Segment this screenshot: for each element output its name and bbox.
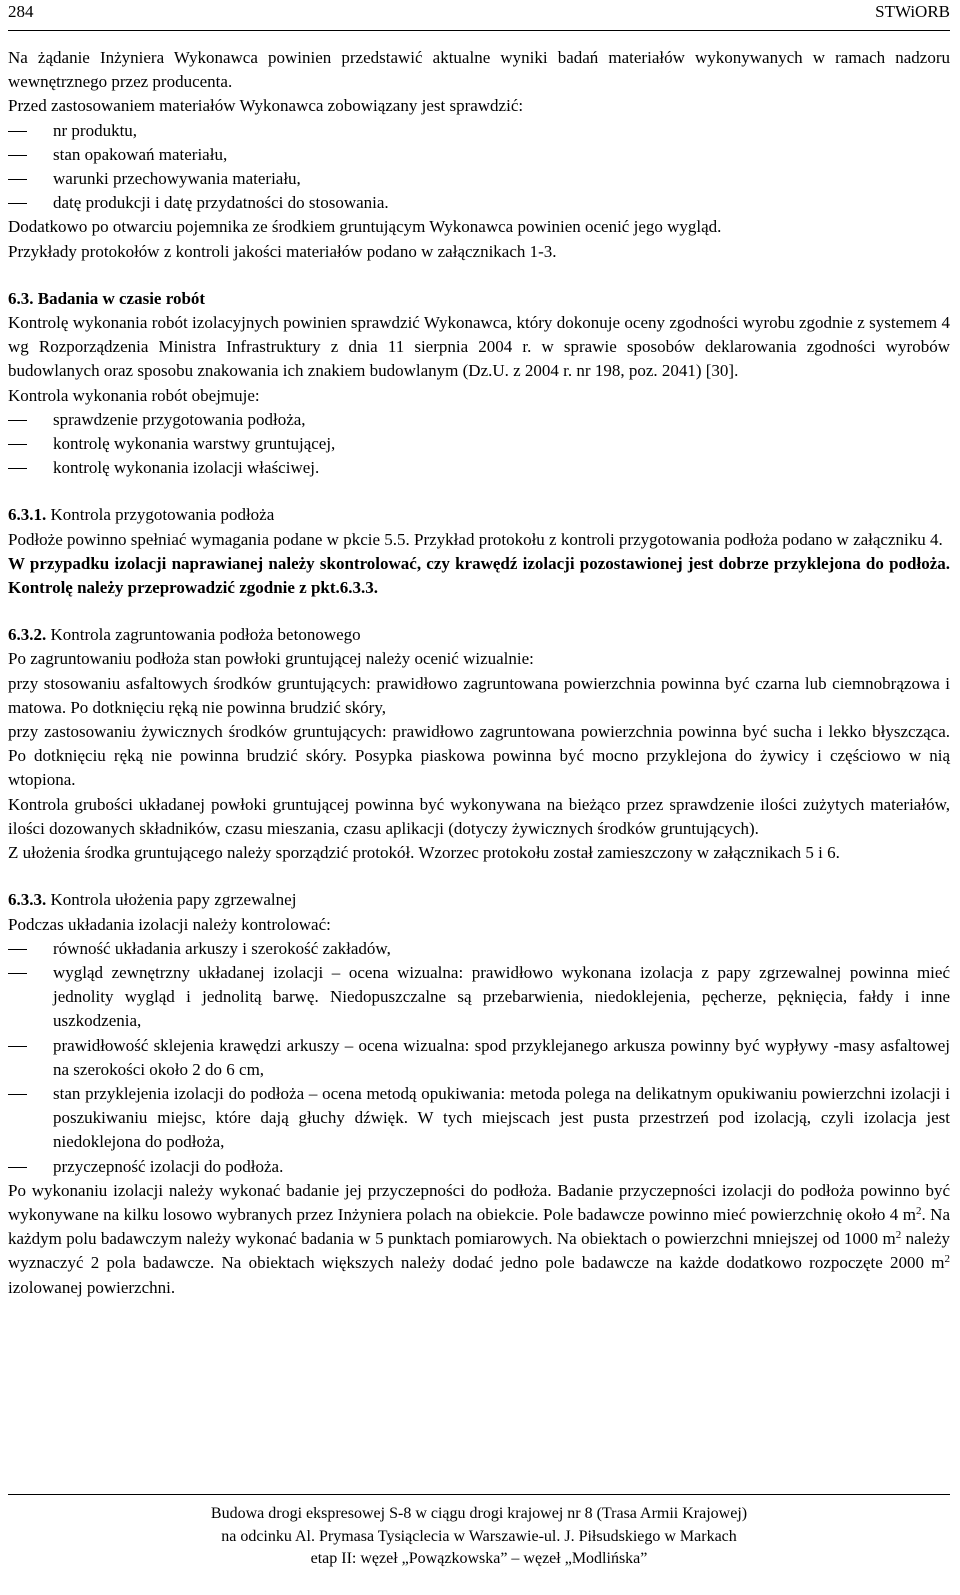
section-paragraph: Po zagruntowaniu podłoża stan powłoki gruntującej należy ocenić wizualnie: xyxy=(8,649,534,669)
section-paragraph: Z ułożenia środka gruntującego należy sporządzić protokół. Wzorzec protokołu został zamieszczony w załącznikach 5 i 6. xyxy=(8,843,840,863)
spacer xyxy=(8,865,950,888)
spacer xyxy=(8,600,950,623)
footer-line: etap II: węzeł „Powązkowska” – węzeł „Modlińska” xyxy=(310,1550,648,1567)
intro-paragraph: Dodatkowo po otwarciu pojemnika ze środkiem gruntującym Wykonawca powinien ocenić jego wygląd. xyxy=(8,217,722,237)
list-item: warunki przechowywania materiału, xyxy=(8,167,950,191)
section-paragraph: Podczas układania izolacji należy kontrolować: xyxy=(8,914,331,934)
page-header xyxy=(8,0,950,32)
section-paragraph: Kontrola wykonania robót obejmuje: xyxy=(8,385,260,405)
page-footer xyxy=(8,1494,950,1571)
intro-paragraph: Przykłady protokołów z kontroli jakości materiałów podano w załącznikach 1-3. xyxy=(8,241,557,261)
list-item: stan przyklejenia izolacji do podłoża – ocena metodą opukiwania: metoda polega na delikatnym opukiwaniu powierzchni izolacji i poszukiwaniu miejsc, które dają głuchy dźwięk. W tych miejscach jest pusta przestrzeń pod izolacją, czyli izolacja jest niedoklejona do podłoża, xyxy=(8,1082,950,1155)
list-item: prawidłowość sklejenia krawędzi arkuszy – ocena wizualna: spod przyklejanego arkusza powinny być wypływy -masy asfaltowej na szerokości około 2 do 6 cm, xyxy=(8,1034,950,1082)
section-heading-6-3-1: 6.3.1. Kontrola przygotowania podłoża xyxy=(8,505,275,525)
section-heading-6-3-2: 6.3.2. Kontrola zagruntowania podłoża betonowego xyxy=(8,625,361,645)
list-item: nr produktu, xyxy=(8,119,950,143)
final-paragraph: Po wykonaniu izolacji należy wykonać badanie jej przyczepności do podłoża. Badanie przyczepności izolacji do podłoża powinno być wykonywane na kilku losowo wybranych przez Inżyniera polach na obiekcie. Pole badawcze powinno mieć powierzchnię około 4 $m^2$. Na każdym polu badawczym należy wykonać badania w 5 punktach pomiarowych. Na obiektach o powierzchni mniejszej od 1000 $m^2$ należy wyznaczyć 2 pola badawcze. Na obiektach większych należy dodać jedno pole badawcze na każde dodatkowo rozpoczęte 2000 $m^2$ izolowanej powierzchni. xyxy=(8,1180,951,1297)
footer-line: na odcinku Al. Prymasa Tysiąclecia w Warszawie-ul. J. Piłsudskiego w Markach xyxy=(221,1527,737,1545)
section-paragraph: Kontrolę wykonania robót izolacyjnych powinien sprawdzić Wykonawca, który dokonuje oceny zgodności wyrobu zgodnie z systemem 4 wg Rozporządzenia Ministra Infrastruktury z dnia 11 sierpnia 2004 r. w sprawie sposobów deklarowania zgodności wyrobów budowlanych oraz sposobu znakowania ich znakiem budowlanym (Dz.U. z 2004 r. nr 198, poz. 2041) [30]. xyxy=(8,313,950,381)
scope-list xyxy=(8,408,950,481)
spacer xyxy=(8,480,950,503)
header-rule xyxy=(8,30,950,31)
spacer xyxy=(8,264,950,287)
inspection-list xyxy=(8,937,950,1179)
list-item: sprawdzenie przygotowania podłoża, xyxy=(8,408,950,432)
intro-paragraph: Przed zastosowaniem materiałów Wykonawca zobowiązany jest sprawdzić: xyxy=(8,96,524,116)
intro-paragraph: Na żądanie Inżyniera Wykonawca powinien przedstawić aktualne wyniki badań materiałów wykonywanych w ramach nadzoru wewnętrznego przez producenta. xyxy=(8,48,950,92)
section-paragraph: Kontrola grubości układanej powłoki gruntującej powinna być wykonywana na bieżąco przez sprawdzenie ilości zużytych materiałów, ilości dozowanych składników, czasu mieszania, czasu aplikacji (dotyczy żywicznych środków gruntujących). xyxy=(8,794,950,838)
footer-line: Budowa drogi ekspresowej S-8 w ciągu drogi krajowej nr 8 (Trasa Armii Krajowej) xyxy=(210,1505,748,1522)
section-heading-6-3: 6.3. Badania w czasie robót xyxy=(8,288,206,308)
page-body xyxy=(8,46,950,1300)
list-item: wygląd zewnętrzny układanej izolacji – ocena wizualna: prawidłowo wykonana izolacja z papy zgrzewalnej powinna mieć jednolity wygląd i jednolitą barwę. Niedopuszczalne są przebarwienia, niedoklejenia, pęcherze, pęknięcia, fałdy i inne uszkodzenia, xyxy=(8,961,950,1034)
page-number: 284 xyxy=(8,2,34,21)
list-item: datę produkcji i datę przydatności do stosowania. xyxy=(8,191,950,215)
section-paragraph: przy stosowaniu asfaltowych środków gruntujących: prawidłowo zagruntowana powierzchnia powinna być czarna lub ciemnobrązowa i matowa. Po dotknięciu ręką nie powinna brudzić skóry, xyxy=(8,673,950,717)
list-item: przyczepność izolacji do podłoża. xyxy=(8,1155,950,1179)
header-short-title: STWiORB xyxy=(875,2,950,21)
section-heading-6-3-3: 6.3.3. Kontrola ułożenia papy zgrzewalnej xyxy=(8,890,297,910)
list-item: kontrolę wykonania izolacji właściwej. xyxy=(8,456,950,480)
list-item: stan opakowań materiału, xyxy=(8,143,950,167)
bold-note: W przypadku izolacji naprawianej należy skontrolować, czy krawędź izolacji pozostawionej jest dobrze przyklejona do podłoża. Kontrolę należy przeprowadzić zgodnie z pkt.6.3.3. xyxy=(8,553,950,598)
list-item: kontrolę wykonania warstwy gruntującej, xyxy=(8,432,950,456)
list-item: równość układania arkuszy i szerokość zakładów, xyxy=(8,937,950,961)
footer-rule xyxy=(8,1494,950,1495)
check-list xyxy=(8,119,950,216)
section-paragraph: Podłoże powinno spełniać wymagania podane w pkcie 5.5. Przykład protokołu z kontroli przygotowania podłoża podano w załączniku 4. xyxy=(8,529,943,549)
section-paragraph: przy zastosowaniu żywicznych środków gruntujących: prawidłowo zagruntowana powierzchnia powinna być sucha i lekko błyszcząca. Po dotknięciu ręką nie powinna brudzić skóry. Posypka piaskowa powinna być mocno przyklejona do żywicy i częściowo w nią wtopiona. xyxy=(8,722,950,790)
